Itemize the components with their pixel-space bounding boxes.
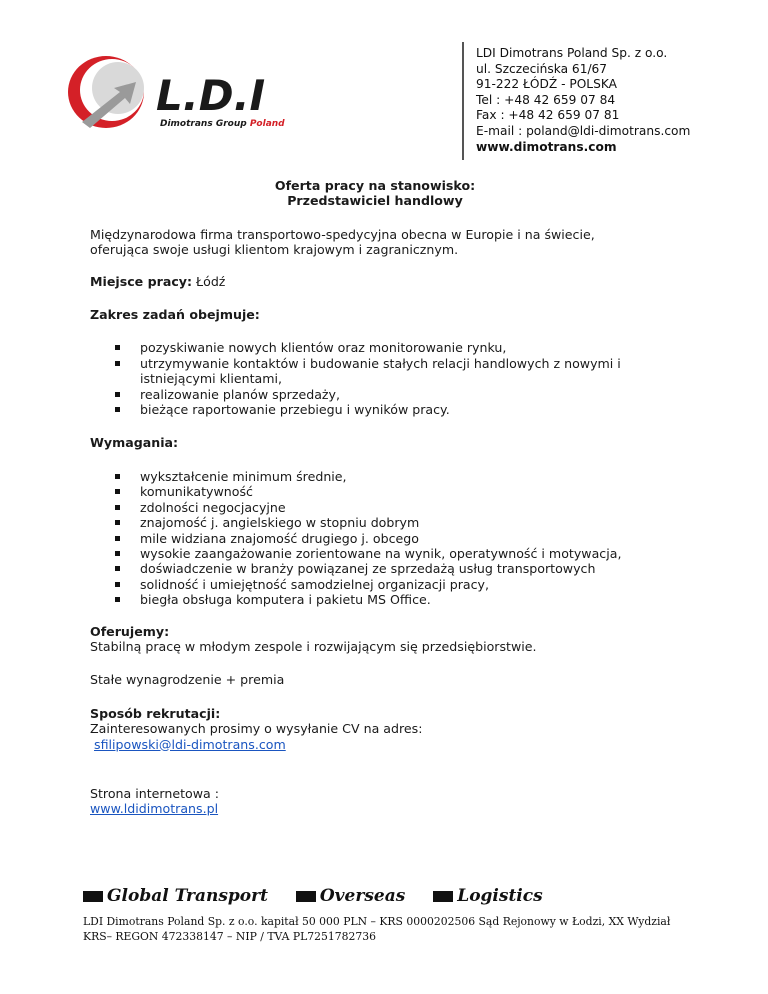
company-address [476, 46, 690, 155]
list-item: doświadczenie w branży powiązanej ze sprzedażą usług transportowych [90, 561, 690, 576]
salary-text: Stałe wynagrodzenie + premia [90, 672, 285, 688]
slogan-text: Overseas [319, 886, 406, 906]
list-item: solidność i umiejętność samodzielnej organizacji pracy, [90, 577, 690, 592]
slogan-overseas [296, 886, 405, 906]
svg-text:Dimotrans Group Poland [160, 119, 285, 129]
footer-slogans [83, 886, 565, 907]
offer-title-line2: Przedstawiciel handlowy [287, 193, 463, 209]
legal-line-1: LDI Dimotrans Poland Sp. z o.o. kapitał 50 000 PLN – KRS 0000202506 Sąd Rejonowy w Łodzi, XX Wydział [83, 915, 671, 928]
website-link[interactable]: www.ldidimotrans.pl [90, 801, 219, 817]
location-value: Łódź [192, 273, 226, 289]
address-tel: Tel : +48 42 659 07 84 [476, 92, 616, 107]
offer-intro: Międzynarodowa firma transportowo-spedycyjna obecna w Europie i na świecie, oferująca swoje usługi klientom krajowym i zagranicznym. [90, 226, 595, 258]
logo-tagline: Dimotrans Group [160, 119, 247, 129]
recruitment-text: Zainteresowanych prosimy o wysyłanie CV na adres: [90, 721, 423, 737]
slogan-text: Global Transport [107, 886, 268, 906]
slogan-bar-icon [296, 891, 316, 902]
list-item: bieżące raportowanie przebiegu i wyników pracy. [90, 402, 670, 417]
header-divider [462, 42, 464, 160]
recruitment-heading: Sposób rekrutacji: [90, 705, 221, 721]
footer-legal [83, 914, 670, 944]
offer-title [60, 178, 690, 209]
slogan-bar-icon [83, 891, 103, 902]
address-fax: Fax : +48 42 659 07 81 [476, 108, 620, 123]
legal-line-2: KRS– REGON 472338147 – NIP / TVA PL7251782736 [83, 930, 376, 943]
address-company: LDI Dimotrans Poland Sp. z o.o. [476, 46, 668, 60]
list-item: znajomość j. angielskiego w stopniu dobrym [90, 515, 690, 530]
address-city: 91-222 ŁÓDŹ - POLSKA [476, 77, 617, 92]
company-logo [60, 44, 290, 144]
logo-tagline-accent: Poland [249, 119, 285, 129]
list-item: komunikatywność [90, 484, 690, 499]
requirements-heading: Wymagania: [90, 435, 179, 451]
address-email: E-mail : poland@ldi-dimotrans.com [476, 123, 691, 138]
recruitment-email-line [90, 737, 690, 752]
location-line [90, 274, 690, 289]
website-label: Strona internetowa : [90, 785, 219, 801]
duties-heading: Zakres zadań obejmuje: [90, 307, 260, 323]
list-item: realizowanie planów sprzedaży, [90, 387, 670, 402]
slogan-global-transport [83, 886, 268, 906]
list-item: utrzymywanie kontaktów i budowanie stałych relacji handlowych z nowymi i istniejącymi klientami, [90, 356, 670, 387]
requirements-list [90, 469, 690, 608]
logo-brand: L.D.I [156, 71, 266, 120]
address-website[interactable]: www.dimotrans.com [476, 139, 617, 154]
offer-body [90, 178, 690, 817]
list-item: biegła obsługa komputera i pakietu MS Office. [90, 592, 690, 607]
list-item: wysokie zaangażowanie zorientowane na wynik, operatywność i motywacja, [90, 546, 690, 561]
offer-heading: Oferujemy: [90, 623, 170, 639]
offer-text: Stabilną pracę w młodym zespole i rozwijającym się przedsiębiorstwie. [90, 638, 537, 654]
website-line [90, 801, 690, 816]
slogan-text: Logistics [457, 886, 543, 906]
slogan-logistics [433, 886, 542, 906]
location-label: Miejsce pracy: [90, 273, 193, 289]
offer-title-line1: Oferta pracy na stanowisko: [274, 178, 476, 193]
recruitment-email-link[interactable]: sfilipowski@ldi-dimotrans.com [94, 736, 286, 752]
list-item: wykształcenie minimum średnie, [90, 469, 690, 484]
slogan-bar-icon [433, 891, 453, 902]
duties-list [90, 340, 670, 417]
list-item: zdolności negocjacyjne [90, 500, 690, 515]
address-street: ul. Szczecińska 61/67 [476, 61, 608, 76]
list-item: pozyskiwanie nowych klientów oraz monitorowanie rynku, [90, 340, 670, 355]
list-item: mile widziana znajomość drugiego j. obcego [90, 531, 690, 546]
